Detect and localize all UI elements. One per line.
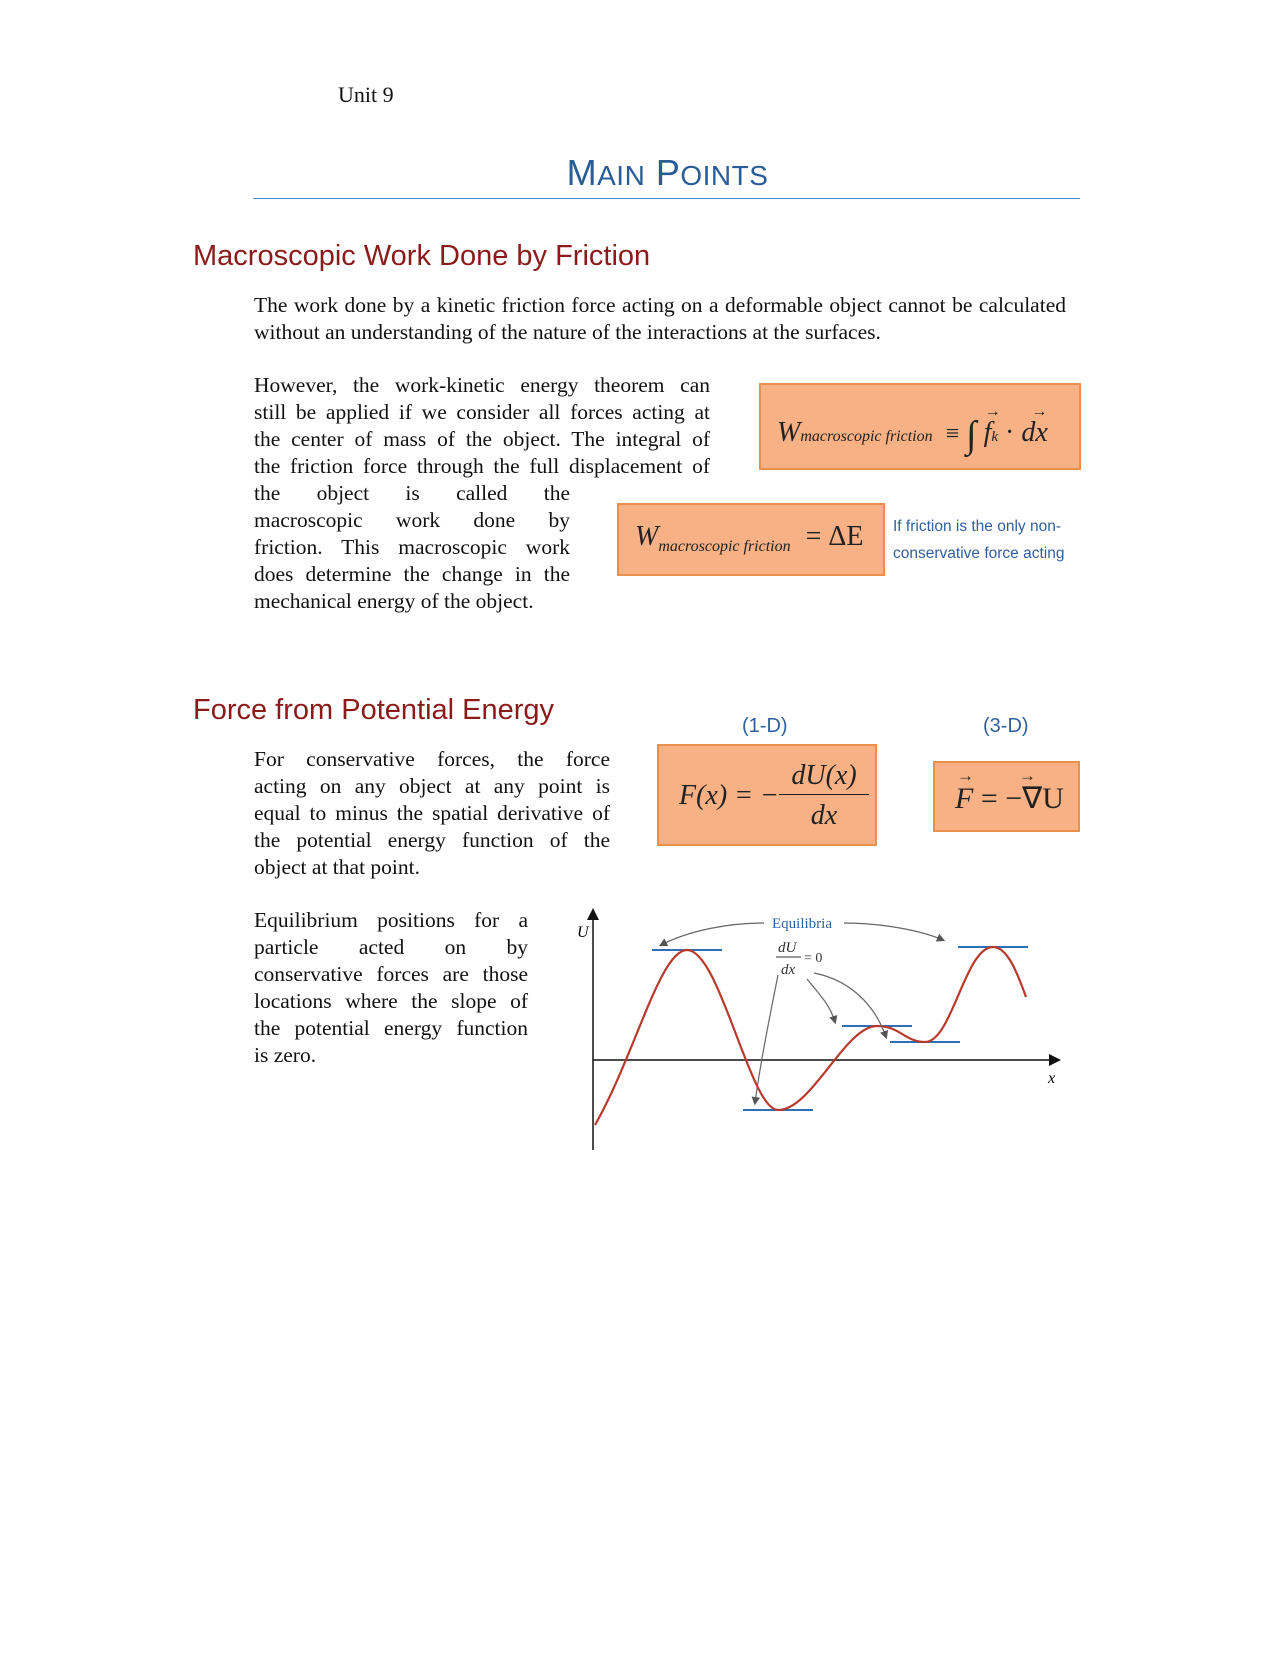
eq-subscript: macroscopic friction	[658, 538, 791, 555]
equilibria-label: Equilibria	[772, 916, 832, 932]
eq-vector-f: → F	[955, 766, 974, 815]
section-heading-friction: Macroscopic Work Done by Friction	[193, 240, 651, 272]
text-line: conservative forces are those	[254, 962, 528, 986]
text-line: particle acted on by	[254, 935, 528, 959]
eq-1d-numerator: dU(x)	[779, 760, 869, 795]
text-line: the potential energy function of the	[254, 828, 610, 852]
text-line: the potential energy function	[254, 1016, 528, 1040]
annotation-eq-zero: = 0	[804, 951, 823, 966]
potential-paragraph-1	[254, 746, 610, 881]
eq-3d-rhs: → = −∇U	[980, 766, 1064, 815]
pointer-arrow	[814, 973, 886, 1037]
equation-w-definition	[777, 403, 1048, 456]
pointer-arrow	[755, 975, 778, 1103]
potential-paragraph-2	[254, 907, 528, 1069]
eq-equiv: ≡	[945, 421, 960, 447]
pointer-arrow	[661, 923, 764, 945]
text-line: the object is called the	[254, 481, 570, 505]
y-axis-label: U	[577, 924, 589, 941]
label-1d: (1-D)	[742, 715, 788, 737]
vector-arrow-icon: →	[1018, 766, 1036, 785]
text-line: macroscopic work done by	[254, 508, 570, 532]
friction-paragraph-1: The work done by a kinetic friction force acting on a deformable object cannot be calculated without an understanding of the nature of the interactions at the surfaces.	[254, 293, 1066, 344]
pointer-arrow	[844, 923, 943, 940]
annotation-du: dU	[778, 940, 797, 956]
text-line: For conservative forces, the force	[254, 747, 610, 771]
unit-label: Unit 9	[338, 82, 394, 107]
eq-3d	[955, 766, 1064, 816]
text-line: acting on any object at any point is	[254, 774, 610, 798]
text-line: locations where the slope of	[254, 989, 528, 1013]
text-line: still be applied if we consider all forces acting at	[254, 400, 710, 424]
friction-paragraph-2	[254, 372, 710, 615]
note-line: If friction is the only non-	[893, 518, 1061, 535]
eq-vector-dx: → dx	[1021, 403, 1048, 448]
text-line: is zero.	[254, 1043, 317, 1067]
text-line: the center of mass of the object. The integral of	[254, 427, 710, 451]
vector-arrow-icon: →	[957, 766, 974, 785]
vector-arrow-icon: →	[1031, 403, 1048, 420]
page-title	[0, 152, 1280, 194]
vector-arrow-icon: →	[984, 403, 1001, 420]
eq-subscript-k: k	[991, 429, 999, 445]
annotation-dx: dx	[781, 962, 796, 978]
friction-note	[893, 513, 1064, 567]
eq-rhs: = ΔE	[805, 521, 864, 552]
eq-symbol-w: W	[635, 521, 659, 552]
page-title-text: MAIN POINTS	[566, 152, 769, 193]
equation-box-macroscopic-work	[759, 383, 1081, 470]
potential-curve	[595, 947, 1026, 1125]
eq-vector-f: → f	[983, 403, 1001, 448]
text-line: However, the work-kinetic energy theorem can	[254, 373, 710, 397]
text-line: Equilibrium positions for a	[254, 908, 528, 932]
eq-subscript: macroscopic friction	[800, 428, 933, 445]
equation-box-delta-e	[617, 503, 885, 576]
eq-1d-lhs: F(x) = −	[679, 780, 779, 811]
potential-energy-graph	[560, 895, 1080, 1160]
equation-box-1d	[657, 744, 877, 846]
eq-symbol-w: W	[777, 417, 801, 448]
x-axis-label: x	[1048, 1070, 1056, 1087]
eq-dot: ·	[1005, 417, 1015, 448]
text-line: equal to minus the spatial derivative of	[254, 801, 610, 825]
title-divider	[253, 198, 1080, 199]
label-3d: (3-D)	[983, 715, 1029, 737]
text-line: does determine the change in the	[254, 562, 570, 586]
pointer-arrow	[807, 979, 835, 1022]
note-line: conservative force acting	[893, 545, 1065, 562]
eq-1d-denominator: dx	[810, 800, 838, 831]
text-line: friction. This macroscopic work	[254, 535, 570, 559]
integral-sign: ∫	[966, 414, 977, 456]
equation-box-3d	[933, 761, 1080, 832]
text-line: the friction force through the full displacement of	[254, 454, 710, 478]
equation-w-delta-e	[635, 521, 864, 553]
section-heading-potential: Force from Potential Energy	[193, 694, 555, 726]
text-line: object at that point.	[254, 855, 420, 879]
text-line: mechanical energy of the object.	[254, 589, 534, 613]
